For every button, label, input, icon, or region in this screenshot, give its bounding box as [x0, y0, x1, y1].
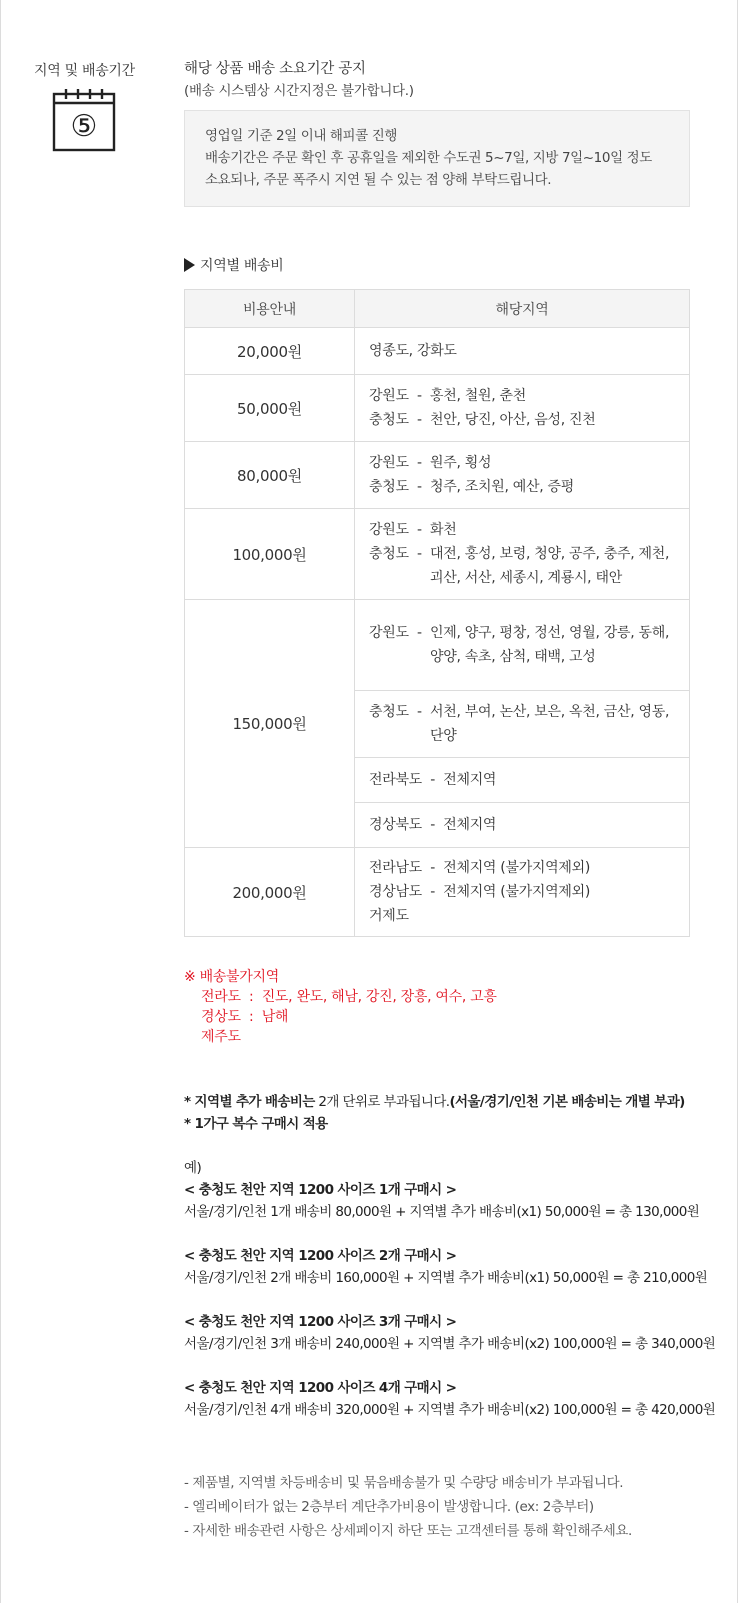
- province-name: 경상남도: [369, 884, 422, 900]
- region-line: [369, 621, 675, 669]
- city-list: 서천, 부여, 논산, 보은, 옥천, 금산, 영동, 단양: [430, 704, 670, 744]
- price-cell: 150,000원: [185, 600, 355, 848]
- example-block: [184, 1311, 729, 1355]
- region-line: [369, 384, 675, 408]
- province-name: 충청도: [369, 412, 409, 428]
- main-content: [184, 58, 729, 1543]
- example-label: 예): [184, 1160, 202, 1176]
- example-block: [184, 1377, 729, 1421]
- region-line: [369, 768, 675, 792]
- example-title: < 충청도 천안 지역 1200 사이즈 3개 구매시 >: [184, 1314, 457, 1330]
- table-row: [185, 442, 690, 509]
- city-list: 화천: [430, 522, 457, 538]
- restricted-line: 전라도 : 진도, 완도, 해남, 강진, 장흥, 여수, 고흥: [201, 989, 497, 1005]
- province-name: 강원도: [369, 625, 409, 641]
- price-cell: 50,000원: [185, 375, 355, 442]
- price-cell: 100,000원: [185, 509, 355, 600]
- price-cell: 200,000원: [185, 848, 355, 937]
- table-header-row: [185, 290, 690, 328]
- region-line: [369, 700, 675, 748]
- separator: -: [421, 817, 444, 833]
- city-list: 전체지역: [443, 772, 497, 788]
- section-title-text: 지역별 배송비: [200, 258, 284, 274]
- footer-note: - 자세한 배송관련 사항은 상세페이지 하단 또는 고객센터를 통해 확인해주세요.: [184, 1523, 632, 1539]
- separator: -: [408, 625, 431, 641]
- city-list: 인제, 양구, 평창, 정선, 영월, 강릉, 동해, 양양, 속초, 삼척, 태백, 고성: [430, 625, 670, 665]
- region-cell: [355, 758, 690, 803]
- calendar-icon: [52, 88, 116, 152]
- footer-note: - 엘리베이터가 없는 2층부터 계단추가비용이 발생합니다. (ex: 2층부터): [184, 1499, 594, 1515]
- table-row: [185, 600, 690, 691]
- restricted-line: 경상도 : 남해: [201, 1009, 289, 1025]
- restricted-areas: [184, 967, 729, 1047]
- example-title: < 충청도 천안 지역 1200 사이즈 1개 구매시 >: [184, 1182, 457, 1198]
- region-line: [369, 475, 675, 499]
- region-line: [369, 408, 675, 432]
- province-name: 강원도: [369, 522, 409, 538]
- city-list: 대전, 홍성, 보령, 청양, 공주, 충주, 제천, 괴산, 서산, 세종시, 계룡시, 태안: [430, 546, 670, 586]
- separator: -: [421, 884, 444, 900]
- region-line: [369, 813, 675, 837]
- example-text: 서울/경기/인천 4개 배송비 320,000원 + 지역별 추가 배송비(x2) 100,000원 = 총 420,000원: [184, 1402, 716, 1418]
- example-block: [184, 1179, 729, 1223]
- city-list: 원주, 횡성: [430, 455, 492, 471]
- city-list: 홍천, 철원, 춘천: [430, 388, 526, 404]
- region-cell: [355, 848, 690, 937]
- province-name: 전라북도: [369, 772, 422, 788]
- price-cell: 20,000원: [185, 328, 355, 375]
- province-name: 충청도: [369, 546, 409, 562]
- province-name: 충청도: [369, 479, 409, 495]
- city-list: 전체지역 (불가지역제외): [443, 860, 590, 876]
- region-cell: [355, 600, 690, 691]
- region-cell: [355, 691, 690, 758]
- separator: -: [408, 704, 431, 720]
- separator: -: [408, 522, 431, 538]
- region-line: [369, 518, 675, 542]
- fee-notes: [184, 1091, 729, 1421]
- region-cell: [355, 328, 690, 375]
- separator: -: [421, 772, 444, 788]
- section-label: 지역 및 배송기간: [34, 63, 135, 79]
- province-name: 충청도: [369, 704, 409, 720]
- example-text: 서울/경기/인천 3개 배송비 240,000원 + 지역별 추가 배송비(x2) 100,000원 = 총 340,000원: [184, 1336, 716, 1352]
- note-bold: * 지역별 추가 배송비는: [184, 1094, 315, 1110]
- price-cell: 80,000원: [185, 442, 355, 509]
- region-line: 영종도, 강화도: [369, 343, 457, 359]
- notice-line: 배송기간은 주문 확인 후 공휴일을 제외한 수도권 5~7일, 지방 7일~10일 정도: [205, 150, 652, 166]
- footer-note: - 제품별, 지역별 차등배송비 및 묶음배송불가 및 수량당 배송비가 부과됩니다.: [184, 1475, 624, 1491]
- notice-line: 영업일 기준 2일 이내 해피콜 진행: [205, 128, 397, 144]
- separator: -: [408, 479, 431, 495]
- note-bold: (서울/경기/인천 기본 배송비는 개별 부과): [449, 1094, 685, 1110]
- separator: -: [408, 388, 431, 404]
- footer-notes: [184, 1471, 729, 1543]
- region-cell: [355, 442, 690, 509]
- region-line: 거제도: [369, 908, 409, 924]
- section-title: [184, 255, 729, 275]
- header-region: 해당지역: [355, 290, 690, 328]
- city-list: 청주, 조치원, 예산, 증평: [430, 479, 574, 495]
- city-list: 천안, 당진, 아산, 음성, 진천: [430, 412, 596, 428]
- notice-box: [184, 110, 690, 207]
- note-line: [184, 1091, 729, 1113]
- header-price: 비용안내: [185, 290, 355, 328]
- shipping-fee-table: [184, 289, 690, 937]
- region-line: [369, 542, 675, 590]
- province-name: 강원도: [369, 388, 409, 404]
- triangle-right-icon: [184, 258, 195, 272]
- restricted-title: ※ 배송불가지역: [184, 969, 279, 985]
- notice-title: 해당 상품 배송 소요기간 공지: [184, 61, 366, 77]
- region-line: [369, 856, 675, 880]
- province-name: 경상북도: [369, 817, 422, 833]
- table-row: [185, 509, 690, 600]
- region-line: [369, 451, 675, 475]
- separator: -: [408, 412, 431, 428]
- note-normal: 2개 단위로 부과됩니다.: [314, 1094, 450, 1110]
- note-line: * 1가구 복수 구매시 적용: [184, 1116, 328, 1132]
- separator: -: [408, 546, 431, 562]
- table-row: [185, 848, 690, 937]
- restricted-line: 제주도: [201, 1029, 241, 1045]
- svg-text:⑤: ⑤: [70, 109, 98, 144]
- region-cell: [355, 509, 690, 600]
- region-line: [369, 880, 675, 904]
- province-name: 전라남도: [369, 860, 422, 876]
- region-cell: [355, 375, 690, 442]
- separator: -: [421, 860, 444, 876]
- notice-subtitle: (배송 시스템상 시간지정은 불가합니다.): [184, 83, 414, 99]
- separator: -: [408, 455, 431, 471]
- table-row: [185, 328, 690, 375]
- example-block: [184, 1245, 729, 1289]
- table-row: [185, 375, 690, 442]
- example-text: 서울/경기/인천 1개 배송비 80,000원 + 지역별 추가 배송비(x1) 50,000원 = 총 130,000원: [184, 1204, 700, 1220]
- city-list: 전체지역 (불가지역제외): [443, 884, 590, 900]
- example-text: 서울/경기/인천 2개 배송비 160,000원 + 지역별 추가 배송비(x1) 50,000원 = 총 210,000원: [184, 1270, 708, 1286]
- region-cell: [355, 803, 690, 848]
- example-title: < 충청도 천안 지역 1200 사이즈 2개 구매시 >: [184, 1248, 457, 1264]
- example-title: < 충청도 천안 지역 1200 사이즈 4개 구매시 >: [184, 1380, 457, 1396]
- notice-line: 소요되나, 주문 폭주시 지연 될 수 있는 점 양해 부탁드립니다.: [205, 172, 552, 188]
- province-name: 강원도: [369, 455, 409, 471]
- city-list: 전체지역: [443, 817, 497, 833]
